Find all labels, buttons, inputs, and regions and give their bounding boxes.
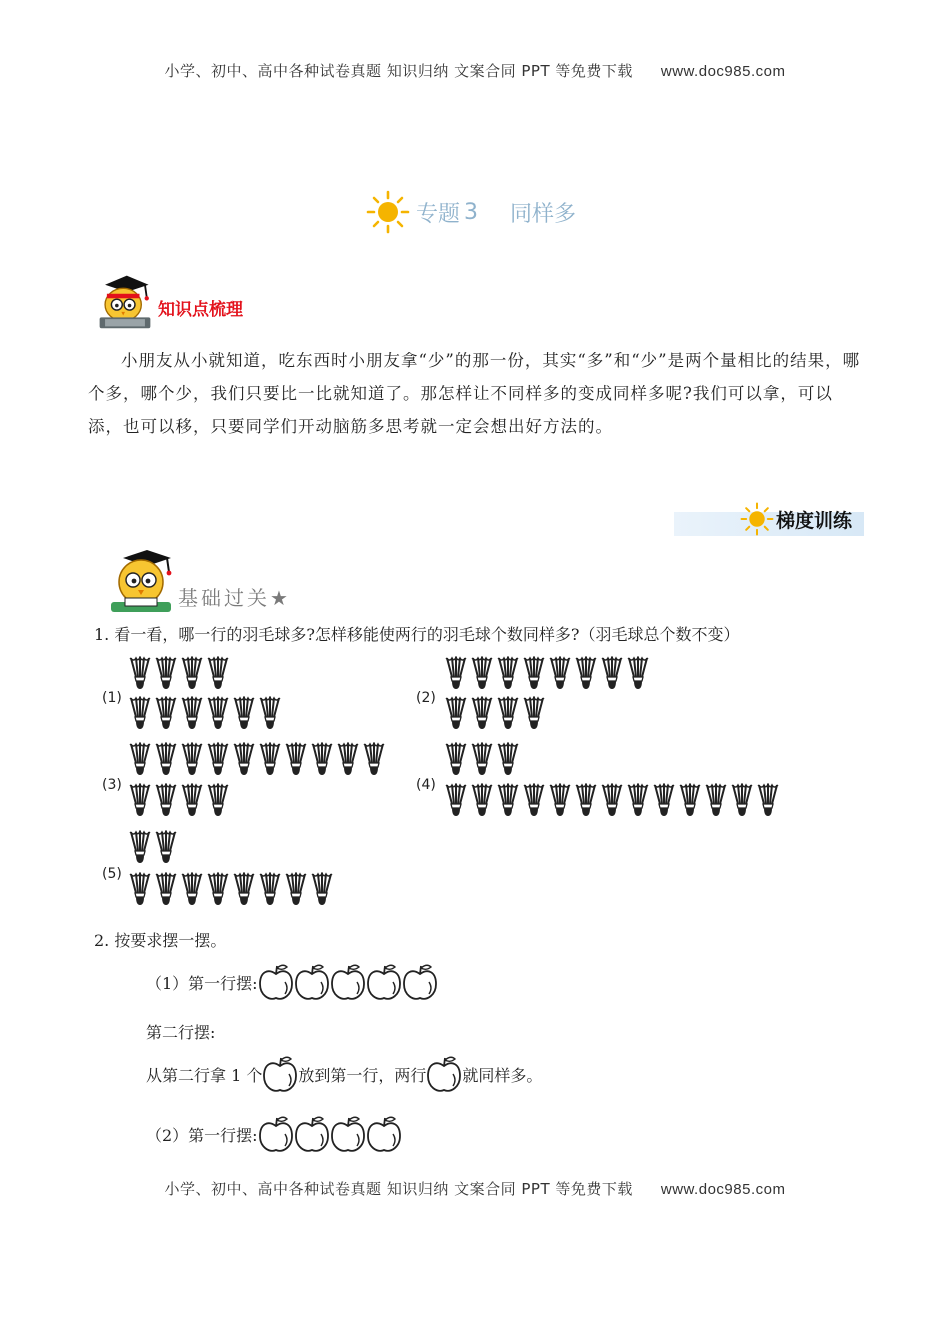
shuttlecock-icon: [496, 742, 520, 776]
shuttlecock-icon: [206, 696, 230, 730]
shuttlecock-icon: [128, 872, 152, 906]
shuttlecock-icon: [444, 656, 468, 690]
q1-group-4-row-2: [444, 783, 782, 817]
shuttlecock-icon: [470, 783, 494, 817]
q1-group-2-row-1: [444, 656, 652, 690]
apple-icon: [294, 1114, 330, 1154]
shuttlecock-icon: [128, 742, 152, 776]
shuttlecock-icon: [336, 742, 360, 776]
q2-part-1-row-2: [146, 1020, 215, 1043]
sun-icon: [366, 190, 410, 234]
shuttlecock-icon: [626, 656, 650, 690]
q1-group-4-row-1: [444, 742, 522, 776]
shuttlecock-icon: [154, 872, 178, 906]
basic-level-heading: [108, 548, 291, 616]
shuttlecock-icon: [258, 742, 282, 776]
shuttlecock-icon: [496, 783, 520, 817]
q1-group-2-label: (2): [416, 690, 436, 706]
shuttlecock-icon: [522, 656, 546, 690]
shuttlecock-icon: [206, 872, 230, 906]
shuttlecock-icon: [128, 830, 152, 864]
q2-part-1-row-1: [146, 962, 438, 1002]
header-text: 小学、初中、高中各种试卷真题 知识归纳 文案合同 PPT 等免费下载: [164, 62, 633, 80]
shuttlecock-icon: [258, 872, 282, 906]
page-footer: [0, 1178, 950, 1199]
shuttlecock-icon: [496, 696, 520, 730]
q2-move-text-c: 就同样多。: [462, 1065, 543, 1085]
q2-part-1-label: （1）第一行摆:: [146, 973, 258, 993]
title-number: 3: [464, 199, 479, 225]
shuttlecock-icon: [154, 696, 178, 730]
footer-text: 小学、初中、高中各种试卷真题 知识归纳 文案合同 PPT 等免费下载: [164, 1180, 633, 1198]
shuttlecock-icon: [206, 742, 230, 776]
shuttlecock-icon: [756, 783, 780, 817]
shuttlecock-icon: [180, 872, 204, 906]
training-heading: [740, 502, 852, 536]
knowledge-paragraph: 小朋友从小就知道，吃东西时小朋友拿“少”的那一份，其实“多”和“少”是两个量相比的结果，哪个多，哪个少，我们只要比一比就知道了。那怎样让不同样多的变成同样多呢?我们可以拿，可以添，也可以移，只要同学们开动脑筋多思考就一定会想出好方法的。: [88, 351, 861, 436]
owl-scholar-icon: [96, 272, 154, 330]
shuttlecock-icon: [704, 783, 728, 817]
shuttlecock-icon: [206, 783, 230, 817]
shuttlecock-icon: [154, 830, 178, 864]
shuttlecock-icon: [232, 872, 256, 906]
shuttlecock-icon: [180, 656, 204, 690]
q1-group-2-row-2: [444, 696, 548, 730]
topic-title: [366, 190, 576, 234]
shuttlecock-icon: [444, 696, 468, 730]
shuttlecock-icon: [362, 742, 386, 776]
shuttlecock-icon: [600, 783, 624, 817]
shuttlecock-icon: [310, 742, 334, 776]
apple-icon: [426, 1054, 462, 1094]
q2-move-text-b: 放到第一行，两行: [298, 1065, 427, 1085]
shuttlecock-icon: [180, 742, 204, 776]
apple-icon: [294, 962, 330, 1002]
q1-group-1-row-2: [128, 696, 284, 730]
shuttlecock-icon: [574, 783, 598, 817]
title-topic: 专题: [416, 201, 461, 227]
shuttlecock-icon: [128, 783, 152, 817]
q2-move-text-a: 从第二行拿 1 个: [146, 1065, 263, 1085]
shuttlecock-icon: [496, 656, 520, 690]
shuttlecock-icon: [574, 656, 598, 690]
shuttlecock-icon: [258, 696, 282, 730]
q1-group-4-label: (4): [416, 777, 436, 793]
apple-icon: [330, 962, 366, 1002]
header-site-link[interactable]: www.doc985.com: [660, 63, 786, 80]
shuttlecock-icon: [678, 783, 702, 817]
shuttlecock-icon: [154, 783, 178, 817]
apple-icon: [366, 962, 402, 1002]
footer-site-link[interactable]: www.doc985.com: [660, 1181, 786, 1198]
q1-group-1-label: (1): [102, 690, 122, 706]
q1-group-5-row-2: [128, 872, 336, 906]
apple-icon: [330, 1114, 366, 1154]
shuttlecock-icon: [128, 696, 152, 730]
training-heading-text: 梯度训练: [776, 509, 853, 532]
shuttlecock-icon: [180, 783, 204, 817]
shuttlecock-icon: [310, 872, 334, 906]
question-2-text: 2. 按要求摆一摆。: [94, 931, 227, 950]
owl-reading-icon: [108, 548, 174, 616]
shuttlecock-icon: [548, 656, 572, 690]
shuttlecock-icon: [730, 783, 754, 817]
shuttlecock-icon: [522, 783, 546, 817]
shuttlecock-icon: [284, 742, 308, 776]
shuttlecock-icon: [154, 656, 178, 690]
shuttlecock-icon: [470, 742, 494, 776]
q2-row-2-label: 第二行摆:: [146, 1023, 216, 1042]
shuttlecock-icon: [470, 656, 494, 690]
basic-heading-text: 基础过关★: [178, 585, 291, 610]
sun-icon: [740, 502, 774, 536]
q1-group-5-label: (5): [102, 866, 122, 882]
shuttlecock-icon: [600, 656, 624, 690]
apple-icon: [258, 1114, 294, 1154]
shuttlecock-icon: [548, 783, 572, 817]
shuttlecock-icon: [444, 783, 468, 817]
shuttlecock-icon: [652, 783, 676, 817]
shuttlecock-icon: [128, 656, 152, 690]
shuttlecock-icon: [626, 783, 650, 817]
knowledge-heading: 知识点梳理: [158, 300, 243, 320]
q1-group-1-row-1: [128, 656, 232, 690]
shuttlecock-icon: [154, 742, 178, 776]
question-1-text: 1. 看一看，哪一行的羽毛球多?怎样移能使两行的羽毛球个数同样多?（羽毛球总个数不变）: [94, 625, 740, 644]
q1-group-3-row-1: [128, 742, 388, 776]
q2-move-instruction: [146, 1054, 542, 1094]
title-name: 同样多: [510, 201, 577, 227]
shuttlecock-icon: [232, 696, 256, 730]
shuttlecock-icon: [522, 696, 546, 730]
shuttlecock-icon: [470, 696, 494, 730]
shuttlecock-icon: [180, 696, 204, 730]
q1-group-5-row-1: [128, 830, 180, 864]
apple-icon: [402, 962, 438, 1002]
apple-icon: [258, 962, 294, 1002]
q1-group-3-label: (3): [102, 777, 122, 793]
shuttlecock-icon: [232, 742, 256, 776]
apple-icon: [262, 1054, 298, 1094]
q2-part-2-label: （2）第一行摆:: [146, 1125, 258, 1145]
q1-group-3-row-2: [128, 783, 232, 817]
shuttlecock-icon: [284, 872, 308, 906]
knowledge-section-heading: [96, 272, 243, 330]
apple-icon: [366, 1114, 402, 1154]
shuttlecock-icon: [444, 742, 468, 776]
page-header: [0, 60, 950, 81]
q2-part-2-row-1: [146, 1114, 402, 1154]
shuttlecock-icon: [206, 656, 230, 690]
